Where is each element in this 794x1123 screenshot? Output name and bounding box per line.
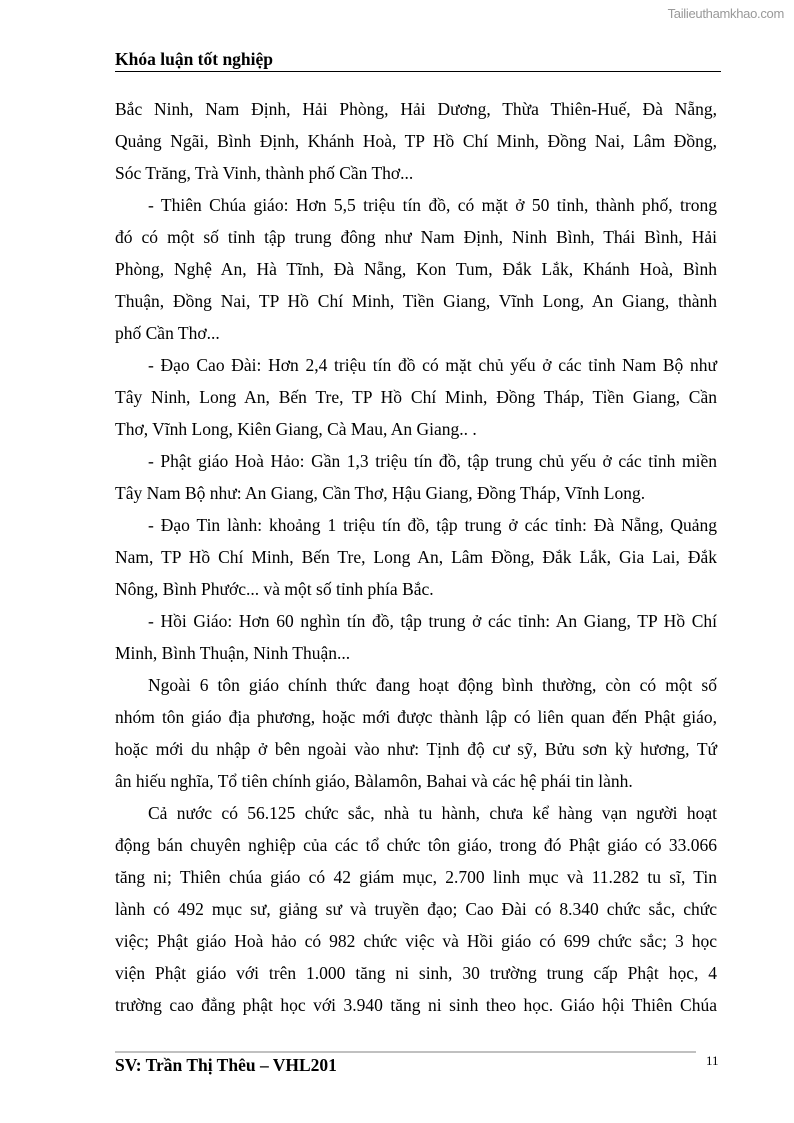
- text-line: ân hiếu nghĩa, Tổ tiên chính giáo, Bàlamôn, Bahai và các hệ phái tin lành.: [115, 771, 633, 791]
- body-text: [115, 93, 717, 1021]
- text-line: - Thiên Chúa giáo: Hơn 5,5 triệu tín đồ, có mặt ở 50 tỉnh, thành phố, trong: [148, 195, 717, 215]
- running-header: Khóa luận tốt nghiệp: [115, 49, 274, 69]
- text-line: viện Phật giáo với trên 1.000 tăng ni sinh, 30 trường trung cấp Phật học, 4: [115, 963, 717, 983]
- header-divider: [115, 71, 721, 72]
- footer-student: SV: Trần Thị Thêu – VHL201: [115, 1055, 337, 1075]
- text-line: Ngoài 6 tôn giáo chính thức đang hoạt động bình thường, còn có một số: [148, 675, 717, 695]
- text-line: phố Cần Thơ...: [115, 323, 220, 343]
- text-line: hoặc mới du nhập ở bên ngoài vào như: Tịnh độ cư sỹ, Bửu sơn kỳ hương, Tứ: [115, 739, 717, 759]
- text-line: đó có một số tỉnh tập trung đông như Nam Định, Ninh Bình, Thái Bình, Hải: [115, 227, 717, 247]
- text-line: Thuận, Đồng Nai, TP Hồ Chí Minh, Tiền Giang, Vĩnh Long, An Giang, thành: [115, 291, 717, 311]
- text-line: - Đạo Cao Đài: Hơn 2,4 triệu tín đồ có mặt chủ yếu ở các tỉnh Nam Bộ như: [148, 355, 717, 375]
- text-line: Tây Nam Bộ như: An Giang, Cần Thơ, Hậu Giang, Đồng Tháp, Vĩnh Long.: [115, 483, 646, 503]
- watermark: Tailieuthamkhao.com: [667, 6, 784, 21]
- text-line: Thơ, Vĩnh Long, Kiên Giang, Cà Mau, An Giang.. .: [115, 419, 477, 439]
- text-line: - Phật giáo Hoà Hảo: Gần 1,3 triệu tín đồ, tập trung chủ yếu ở các tỉnh miền: [148, 451, 717, 471]
- text-line: Nông, Bình Phước... và một số tỉnh phía Bắc.: [115, 579, 434, 599]
- text-line: Cả nước có 56.125 chức sắc, nhà tu hành, chưa kể hàng vạn người hoạt: [148, 803, 717, 823]
- text-line: trường cao đẳng phật học với 3.940 tăng ni sinh theo học. Giáo hội Thiên Chúa: [115, 995, 717, 1015]
- text-line: Nam, TP Hồ Chí Minh, Bến Tre, Long An, Lâm Đồng, Đắk Lắk, Gia Lai, Đắk: [115, 547, 717, 567]
- text-line: động bán chuyên nghiệp của các tổ chức tôn giáo, trong đó Phật giáo có 33.066: [115, 835, 717, 855]
- text-line: Bắc Ninh, Nam Định, Hải Phòng, Hải Dương, Thừa Thiên-Huế, Đà Nẵng,: [115, 99, 717, 119]
- text-line: tăng ni; Thiên chúa giáo có 42 giám mục, 2.700 linh mục và 11.282 tu sĩ, Tin: [115, 867, 717, 887]
- text-line: Minh, Bình Thuận, Ninh Thuận...: [115, 643, 351, 663]
- text-line: Sóc Trăng, Trà Vinh, thành phố Cần Thơ...: [115, 163, 414, 183]
- text-line: - Đạo Tin lành: khoảng 1 triệu tín đồ, tập trung ở các tỉnh: Đà Nẵng, Quảng: [148, 515, 717, 535]
- text-line: - Hồi Giáo: Hơn 60 nghìn tín đồ, tập trung ở các tỉnh: An Giang, TP Hồ Chí: [148, 611, 717, 631]
- text-line: Tây Ninh, Long An, Bến Tre, TP Hồ Chí Minh, Đồng Tháp, Tiền Giang, Cần: [115, 387, 717, 407]
- text-line: Phòng, Nghệ An, Hà Tĩnh, Đà Nẵng, Kon Tum, Đắk Lắk, Khánh Hoà, Bình: [115, 259, 717, 279]
- text-line: việc; Phật giáo Hoà hảo có 982 chức việc và Hồi giáo có 699 chức sắc; 3 học: [115, 931, 717, 951]
- page-number: 11: [706, 1053, 719, 1068]
- text-line: Quảng Ngãi, Bình Định, Khánh Hoà, TP Hồ Chí Minh, Đồng Nai, Lâm Đồng,: [115, 131, 717, 151]
- text-line: lành có 492 mục sư, giảng sư và truyền đạo; Cao Đài có 8.340 chức sắc, chức: [115, 899, 717, 919]
- footer-divider: [115, 1051, 696, 1053]
- text-line: nhóm tôn giáo địa phương, hoặc mới được thành lập có liên quan đến Phật giáo,: [115, 707, 717, 727]
